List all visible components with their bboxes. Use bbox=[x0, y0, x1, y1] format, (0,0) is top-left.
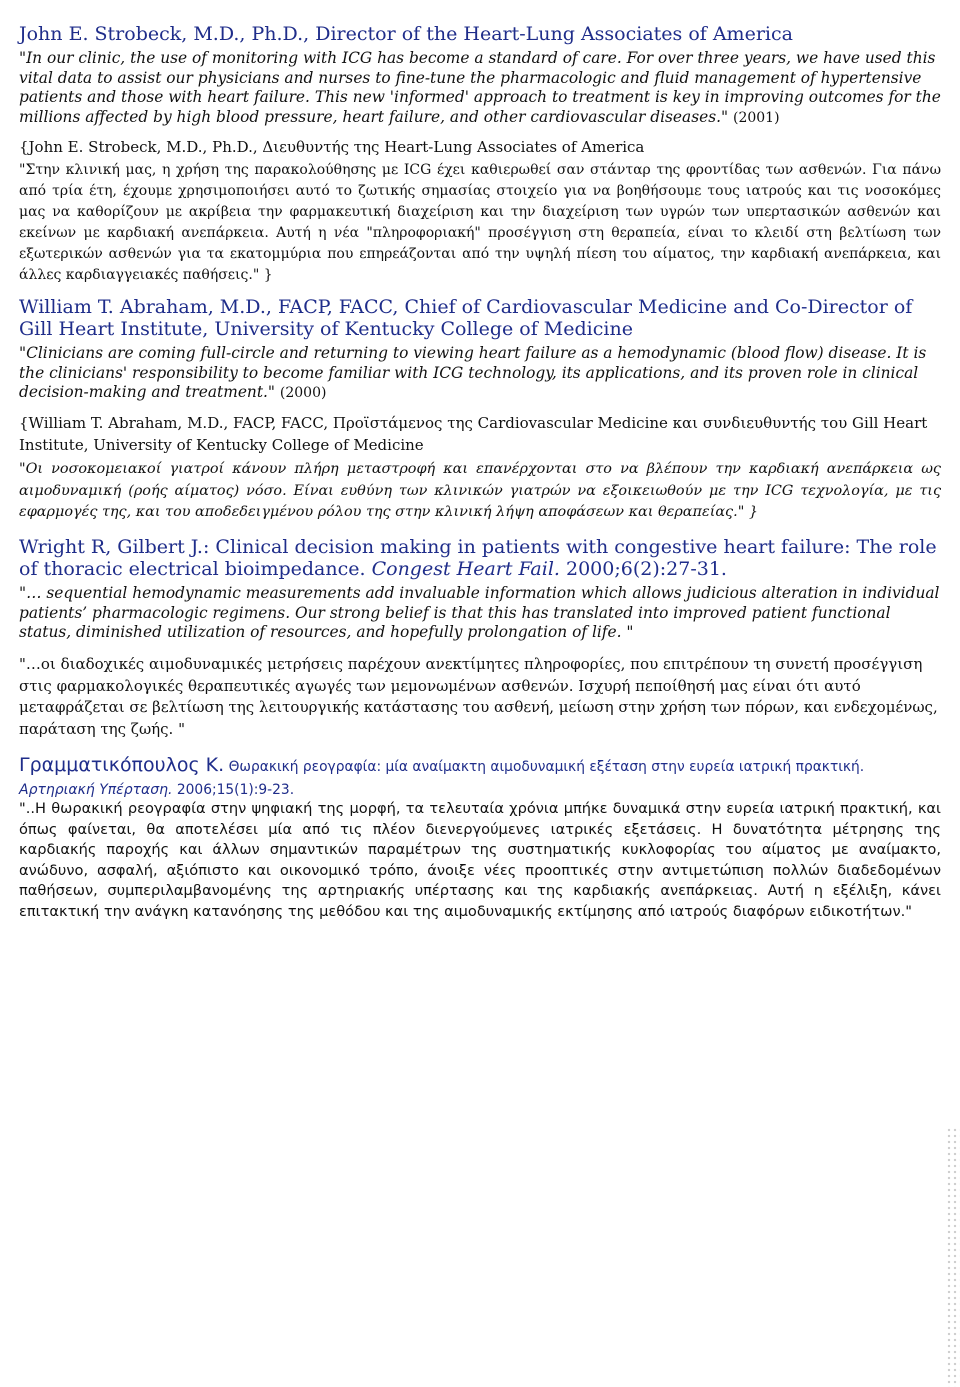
abraham-quote-text: "Clinicians are coming full-circle and returning to viewing heart failure as a hemodynamic (blood flow) disease. It is the clinicians' responsibility to become familiar with ICG technology, its applications, and its proven role in clinical decision-making and treatment." bbox=[19, 344, 927, 402]
strobeck-quote-text: "In our clinic, the use of monitoring with ICG has become a standard of care. For over three years, we have used this vital data to assist our physicians and nurses to fine-tune the pharmacologic and fluid management of hypertensive patients and those with heart failure. This new 'informed' approach to treatment is key in improving outcomes for the millions affected by high blood pressure, heart failure, and other cardiovascular diseases." bbox=[19, 49, 941, 126]
strobeck-quote bbox=[19, 49, 941, 128]
wright-greek-quote: "…οι διαδοχικές αιμοδυναμικές μετρήσεις παρέχουν ανεκτίμητες πληροφορίες, που επιτρέπουν τη συνετή προσέγγιση στις φαρμακολογικές θεραπευτικές αγωγές των μεμονωμένων ασθενών. Ισχυρή πεποίθησή μας είναι ότι αυτό μεταφράζεται σε βελτίωση της λειτουργικής κατάστασης του ασθενή, μείωση στην χρήση των πόρων, και ενδεχομένως, παράταση της ζωής. " bbox=[19, 655, 938, 738]
decorative-dot-border bbox=[946, 1127, 960, 1387]
grammatikopoulos-title: Θωρακική ρεογραφία: μία αναίμακτη αιμοδυναμική εξέταση στην ευρεία ιατρική πρακτική. bbox=[224, 759, 865, 775]
abraham-quote bbox=[19, 344, 941, 404]
strobeck-greek-heading: {John E. Strobeck, M.D., Ph.D., Διευθυντής της Heart-Lung Associates of America bbox=[19, 138, 645, 156]
strobeck-heading: John E. Strobeck, M.D., Ph.D., Director of the Heart-Lung Associates of America bbox=[19, 23, 793, 45]
strobeck-greek-body: "Στην κλινική μας, η χρήση της παρακολούθησης με ICG έχει καθιερωθεί σαν στάνταρ της φροντίδας των ασθενών. Για πάνω από τρία έτη, έχουμε χρησιμοποιήσει αυτό το ζωτικής σημασίας στοιχείο για να βοηθήσουμε τους ιατρούς και τις νοσοκόμες μας να καθορίζουν με ακρίβεια την φαρμακευτική διαχείριση και την διαχείριση των υγρών των υπερτασικών ασθενών και εκείνων με καρδιακή ανεπάρκεια. Αυτή η νέα "πληροφοριακή" προσέγγιση στη θεραπεία, είναι το κλειδί στη βελτίωση των εξωτερικών ασθενών για τα εκατομμύρια που επηρεάζονται από την υψηλή πίεση του αίματος, την καρδιακή ανεπάρκεια, και άλλες καρδιαγγειακές παθήσεις." } bbox=[19, 162, 941, 283]
wright-quote: "… sequential hemodynamic measurements add invaluable information which allows judicious alteration in individual patients’ pharmacologic regimens. Our strong belief is that this has translated into improved patient functional status, diminished utilization of resources, and hopefully prolongation of life. " bbox=[19, 584, 940, 642]
grammatikopoulos-journal: Αρτηριακή Υπέρταση. bbox=[19, 782, 173, 798]
grammatikopoulos-reference bbox=[19, 754, 941, 801]
strobeck-year: (2001) bbox=[733, 109, 780, 126]
abraham-greek-heading: {William T. Abraham, M.D., FACP, FACC, Προϊστάμενος της Cardiovascular Medicine και συνδιευθυντής του Gill Heart Institute, University of Kentucky College of Medicine bbox=[19, 414, 928, 454]
wright-heading-main: Wright R, Gilbert J.: Clinical decision making in patients with congestive heart failure: The role of thoracic electrical bioimpedance. bbox=[19, 536, 937, 580]
grammatikopoulos-citation: 2006;15(1):9-23. bbox=[172, 782, 295, 798]
wright-journal: Congest Heart Fail. bbox=[371, 558, 560, 580]
abraham-greek-body: "Οι νοσοκομειακοί γιατροί κάνουν πλήρη μεταστροφή και επανέρχονται στο να βλέπουν την καρδιακή ανεπάρκεια ως αιμοδυναμική (ροής αίματος) νόσο. Είναι ευθύνη των κλινικών γιατρών να εξοικειωθούν με την ICG τεχνολογία, με τις εφαρμογές της, και του αποδεδειγμένου ρόλου της στην κλινική λήψη αποφάσεων και θεραπείας." } bbox=[19, 461, 941, 520]
grammatikopoulos-body: "..Η θωρακική ρεογραφία στην ψηφιακή της μορφή, τα τελευταία χρόνια μπήκε δυναμικά στην ευρεία ιατρική πρακτική, και όπως φαίνεται, θα αποτελέσει μία από τις πλέον διενεργούμενες ιατρικές εξετάσεις. Η δυνατότητα μέτρησης της καρδιακής παροχής και άλλων σημαντικών παραμέτρων της συστηματικής κυκλοφορίας του αίματος με αναίμακτο, ανώδυνο, ασφαλή, αξιόπιστο και οικονομικό τρόπο, άνοιξε νέες προοπτικές στην αντιμετώπιση πολλών διαδεδομένων παθήσεων, συμπεριλαμβανομένης της αρτηριακής υπέρτασης και της καρδιακής ανεπάρκειας. Αυτή η εξέλιξη, κάνει επιτακτική την ανάγκη κατανόησης της μεθόδου και της αιμοδυναμικής εκτίμησης από ιατρούς διαφόρων ειδικοτήτων." bbox=[19, 800, 941, 920]
wright-heading bbox=[19, 536, 941, 580]
abraham-year: (2000) bbox=[279, 385, 327, 402]
abraham-heading: William T. Abraham, M.D., FACP, FACC, Chief of Cardiovascular Medicine and Co-Director of Gill Heart Institute, University of Kentucky College of Medicine bbox=[19, 296, 913, 340]
wright-citation: 2000;6(2):27-31. bbox=[559, 558, 727, 580]
grammatikopoulos-author: Γραμματικόπουλος Κ. bbox=[19, 754, 225, 776]
